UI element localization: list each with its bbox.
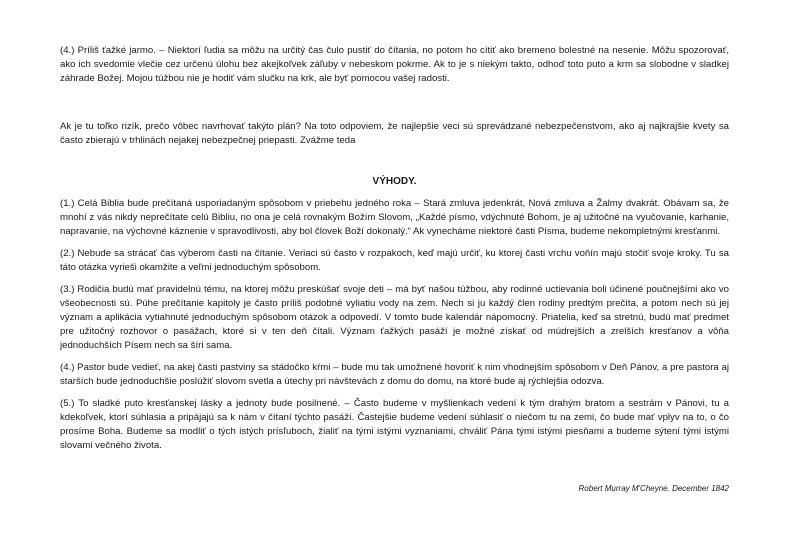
- advantage-5: (5.) To sladké puto kresťanskej lásky a jednoty bude posilnené. – Často budeme v myšlienkach vedení k tým drahým bratom a sestrám v Pánovi, tu a kdekoľvek, ktorí súhlasia a pripájajú sa k nám v čítaní týchto pasáží. Častejšie budeme vedení súhlasiť o niečom tu na zemi, čo bude mať vplyv na to, o čo prosíme Boha. Budeme sa modliť o tých istých prísľuboch, žialiť na tými istými vyznaniami, chváliť Pána tými istými piesňami a budeme sýtení tými istými slovami večného života.: [60, 398, 729, 451]
- advantage-2: (2.) Nebude sa strácať čas výberom časti na čítanie. Veriaci sú často v rozpakoch, keď majú určiť, ku ktorej časti vrchu voňín majú stočiť svoje kroky. Tu sa táto otázka vyrieši okamžite a veľmi jednoduchým spôsobom.: [60, 248, 729, 273]
- advantage-3: (3.) Rodičia budú mať pravidelnú tému, na ktorej môžu preskúšať svoje deti – má byť našou túžbou, aby rodinné uctievania boli účinené poučnejšími ako vo všeobecnosti sú. Púhe prečítanie kapitoly je často príliš podobné vyliatiu vody na zem. Nech si ju každý člen rodiny predtým prečíta, a potom nech sú jej význam a aplikácia vytiahnuté jednoduchým spôsobom otázok a odpovedí. V tomto bude kalendár nápomocný. Priatelia, keď sa stretnú, budú mať predmet pre užitočný rozhovor o pasážach, ktoré si v ten deň čítali. Význam ťažkých pasáží je možné získať od múdrejších a zrelších kresťanov a vôňa jednoduchších Písem nech sa šíri sama.: [60, 284, 729, 351]
- section-heading: VÝHODY.: [372, 176, 417, 187]
- author-signature: Robert Murray M'Cheyne. December 1842: [578, 484, 729, 493]
- advantage-1: (1.) Celá Biblia bude prečítaná usporiadaným spôsobom v priebehu jedného roka – Stará zmluva jedenkrát, Nová zmluva a Žalmy dvakrát. Obávam sa, že mnohí z vás nikdy neprečítate celú Bibliu, no ona je celá rovnakým Božím Slovom, „Každé písmo, vdýchnuté Bohom, je aj užitočné na vyučovanie, karhanie, napravanie, na výchovné káznenie v spravodlivosti, aby bol človek Boží dokonalý.“ Ak vynecháme niektoré časti Písma, budeme nekompletnými kresťanmi.: [60, 198, 729, 237]
- document-body: [60, 44, 729, 495]
- paragraph-why-plan: Ak je tu toľko rizík, prečo vôbec navrhovať takýto plán? Na toto odpoviem, že najlepšie veci sú sprevádzané nebezpečenstvom, ako aj najkrajšie kvety sa často zbierajú v trhlinách nejakej nebezpečnej priepasti. Zvážme teda: [60, 121, 729, 146]
- paragraph-obstacle-4: (4.) Príliš ťažké jarmo. – Niektorí ľudia sa môžu na určitý čas čulo pustiť do čítania, no potom ho cítiť ako bremeno bolestné na nesenie. Môžu spozorovať, ako ich svedomie vlečie cez určenú úlohu bez akejkoľvek záľuby v nebeskom pokrme. Ak to je s niekým takto, odhoď toto puto a krm sa slobodne v sladkej záhrade Božej. Mojou túžbou nie je hodiť vám slučku na krk, ale byť pomocou vašej radosti.: [60, 45, 729, 84]
- advantage-4: (4.) Pastor bude vedieť, na akej časti pastviny sa stádočko kŕmi – bude mu tak umožnené hovoriť k nim vhodnejším spôsobom v Deň Pánov, a pre pastora aj starších bude jednoduchšie poslúžiť slovom svetla a útechy pri návštevách z domu do domu, na ktoré bude aj rýchlejšia odozva.: [60, 362, 729, 387]
